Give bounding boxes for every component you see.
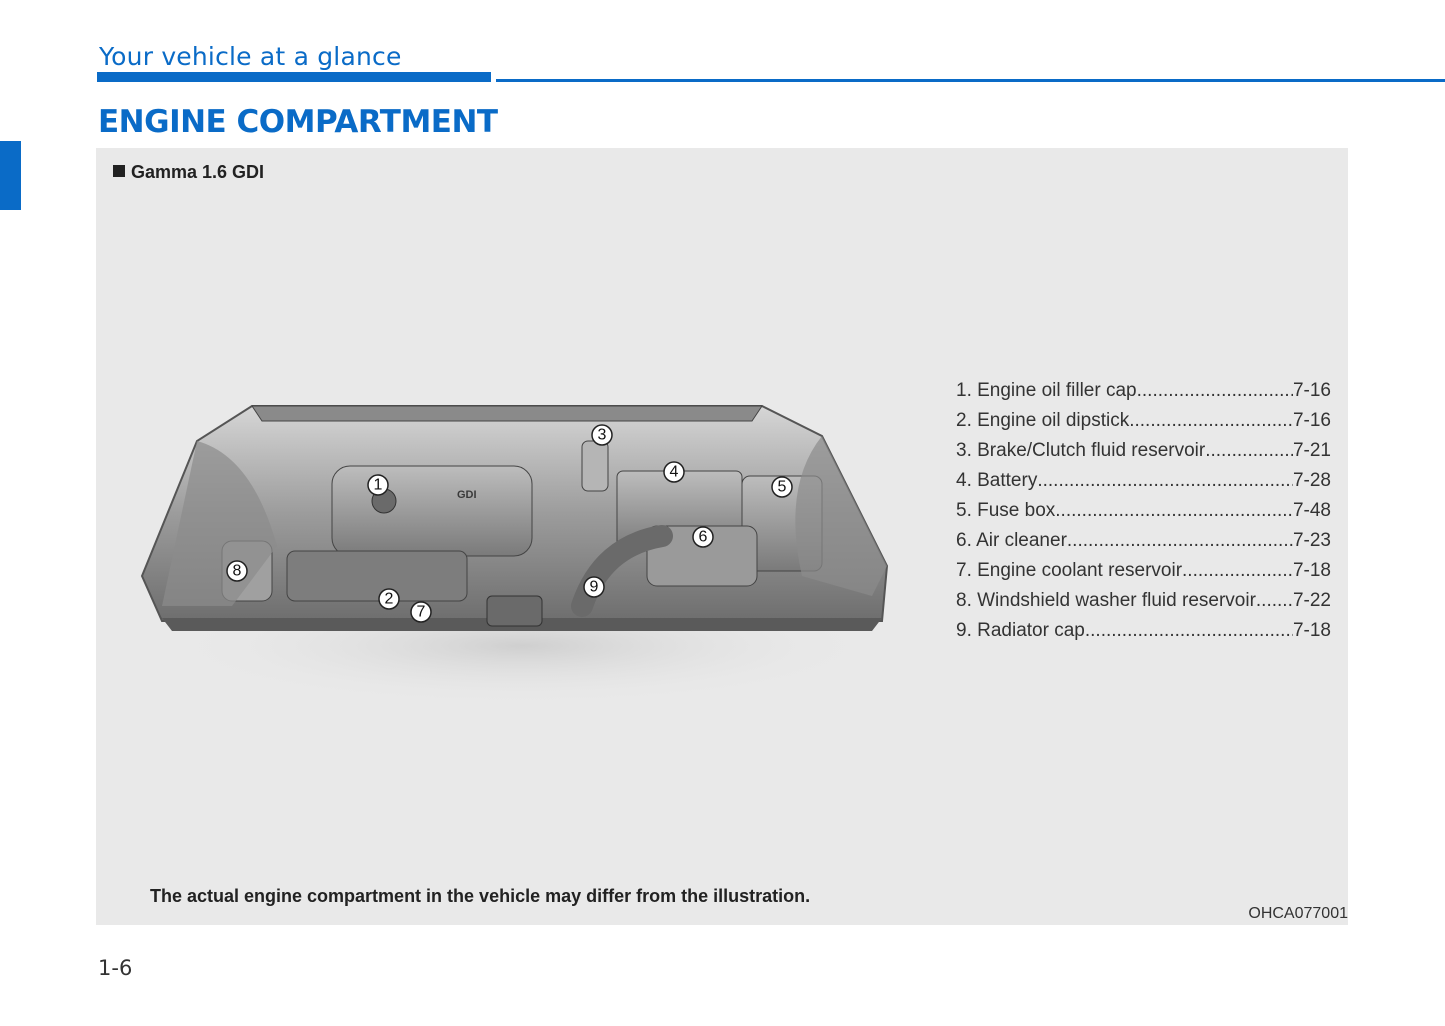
svg-text:2: 2 bbox=[384, 590, 394, 608]
legend-page-ref: 7-16 bbox=[1292, 380, 1331, 401]
legend-page-ref: 7-18 bbox=[1292, 620, 1331, 641]
svg-text:8: 8 bbox=[232, 562, 242, 580]
svg-text:6: 6 bbox=[698, 528, 708, 546]
parts-legend bbox=[956, 376, 1331, 646]
legend-label: 9. Radiator cap bbox=[956, 620, 1085, 641]
bullet-square-icon bbox=[113, 165, 125, 177]
legend-label: 5. Fuse box bbox=[956, 500, 1056, 521]
legend-label: 1. Engine oil filler cap bbox=[956, 380, 1137, 401]
engine-subheading-text: Gamma 1.6 GDI bbox=[131, 162, 265, 182]
figure-code: OHCA077001 bbox=[1248, 905, 1348, 922]
legend-page-ref: 7-16 bbox=[1292, 410, 1331, 431]
intake-manifold bbox=[287, 551, 467, 601]
engine-badge: GDI bbox=[457, 489, 477, 501]
svg-text:7: 7 bbox=[416, 603, 426, 621]
page-title: ENGINE COMPARTMENT bbox=[98, 104, 498, 140]
leader-dots bbox=[1067, 526, 1293, 556]
legend-item bbox=[956, 496, 1331, 526]
legend-item bbox=[956, 616, 1331, 646]
legend-item bbox=[956, 466, 1331, 496]
callout-2 bbox=[379, 589, 399, 609]
legend-label: 6. Air cleaner bbox=[956, 530, 1067, 551]
legend-label: 7. Engine coolant reservoir bbox=[956, 560, 1183, 581]
legend-item bbox=[956, 376, 1331, 406]
callout-4 bbox=[664, 462, 684, 482]
callout-6 bbox=[693, 527, 713, 547]
illustration-panel bbox=[96, 148, 1348, 925]
legend-item bbox=[956, 556, 1331, 586]
right-strut-tower bbox=[795, 436, 887, 596]
legend-label: 4. Battery bbox=[956, 470, 1038, 491]
brake-reservoir-shape bbox=[582, 441, 608, 491]
legend-page-ref: 7-23 bbox=[1292, 530, 1331, 551]
callout-3 bbox=[592, 425, 612, 445]
svg-text:5: 5 bbox=[777, 478, 787, 496]
leader-dots bbox=[1085, 616, 1293, 646]
legend-item bbox=[956, 526, 1331, 556]
cowl-panel bbox=[252, 406, 762, 421]
leader-dots bbox=[1129, 406, 1293, 436]
legend-item bbox=[956, 436, 1331, 466]
radiator-shape bbox=[487, 596, 542, 626]
engine-cover bbox=[332, 466, 532, 556]
leader-dots bbox=[1182, 556, 1293, 586]
legend-label: 2. Engine oil dipstick bbox=[956, 410, 1130, 431]
legend-label: 8. Windshield washer fluid reservoir bbox=[956, 590, 1256, 611]
callout-1 bbox=[368, 475, 388, 495]
illustration-notice: The actual engine compartment in the vehicle may differ from the illustration. bbox=[150, 886, 811, 906]
legend-item bbox=[956, 586, 1331, 616]
legend-page-ref: 7-48 bbox=[1292, 500, 1331, 521]
callout-5 bbox=[772, 477, 792, 497]
legend-page-ref: 7-21 bbox=[1292, 440, 1331, 461]
svg-text:3: 3 bbox=[597, 426, 607, 444]
callout-9 bbox=[584, 577, 604, 597]
legend-label: 3. Brake/Clutch fluid reservoir bbox=[956, 440, 1206, 461]
engine-compartment-illustration bbox=[102, 346, 914, 708]
section-title: Your vehicle at a glance bbox=[99, 42, 402, 71]
svg-text:9: 9 bbox=[589, 578, 599, 596]
legend-page-ref: 7-18 bbox=[1292, 560, 1331, 581]
engine-subheading bbox=[113, 162, 264, 183]
legend-page-ref: 7-28 bbox=[1292, 470, 1331, 491]
legend-page-ref: 7-22 bbox=[1292, 590, 1331, 611]
header-rule-thick bbox=[97, 72, 491, 82]
legend-item bbox=[956, 406, 1331, 436]
svg-text:1: 1 bbox=[373, 476, 383, 494]
leader-dots bbox=[1055, 496, 1293, 526]
page-number: 1-6 bbox=[98, 956, 133, 980]
callout-7 bbox=[411, 602, 431, 622]
callout-8 bbox=[227, 561, 247, 581]
leader-dots bbox=[1205, 436, 1293, 466]
leader-dots bbox=[1037, 466, 1293, 496]
header-rule-thin bbox=[496, 79, 1445, 82]
svg-text:4: 4 bbox=[669, 463, 679, 481]
chapter-tab-marker bbox=[0, 141, 21, 210]
leader-dots bbox=[1256, 586, 1293, 616]
leader-dots bbox=[1137, 376, 1293, 406]
